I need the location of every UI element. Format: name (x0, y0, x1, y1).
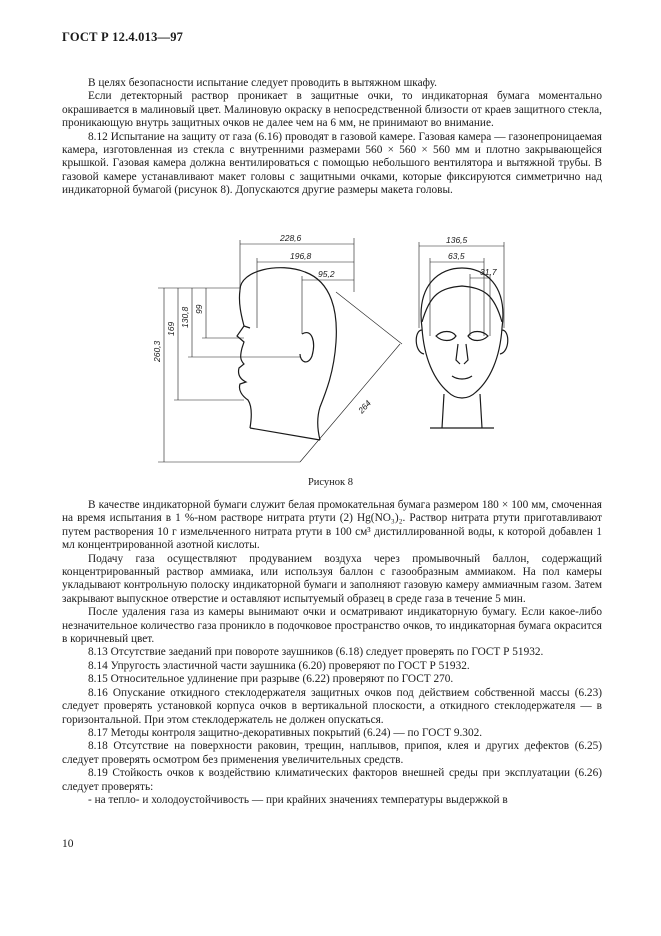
head-model-drawing (140, 232, 600, 468)
paragraph: В качестве индикаторной бумаги служит белая промокательная бумага размером 180 × 100 мм, смоченная на время испытания в 1 %-ном растворе нитрата ртути (2) Hg(NO₃)₂. Раствор нитрата ртути приготавливают путем растворения 10 г измельченного нитрата ртути в 100 см³ дистиллированной воды, к которой добавлен 1 мл концентрированной азотной кислоты. (62, 499, 602, 552)
paragraph: В целях безопасности испытание следует проводить в вытяжном шкафу. (88, 77, 438, 89)
dim-label: 196,8 (290, 251, 312, 261)
dim-label: 228,6 (280, 233, 302, 243)
paragraph: - на тепло- и холодоустойчивость — при крайних значениях температуры выдержкой в (88, 793, 508, 806)
side-dimension-lines (158, 238, 402, 462)
paragraph: Подачу газа осуществляют продуванием воздуха через промывочный баллон, содержащий концентрированный раствор аммиака, или используя баллон с газообразным аммиаком. На пол камеры укладывают контрольную полоску индикаторной бумаги и заполняют газовую камеру аммиачным газом. Затем закрывают выпускное отверстие и оставляют испытуемый образец в среде газа в течение 5 мин. (62, 552, 602, 605)
page-number: 10 (62, 838, 74, 850)
paragraph: 8.13 Отсутствие заеданий при повороте заушников (6.18) следует проверять по ГОСТ Р 51932. (88, 646, 544, 659)
dim-label: 136,5 (446, 235, 468, 245)
dim-label: 95,2 (318, 269, 335, 279)
paragraph: 8.17 Методы контроля защитно-декоративных покрытий (6.24) — по ГОСТ 9.302. (88, 726, 483, 739)
dim-label: 99 (194, 304, 204, 314)
dim-label: 31,7 (480, 267, 497, 277)
dim-label: 169 (166, 321, 176, 336)
paragraph: 8.12 Испытание на защиту от газа (6.16) проводят в газовой камере. Газовая камера — газонепроницаемая камера, изготовленная из стекла с внутренними размерами 560 × 560 × 560 мм и плотно закрывающейся крышкой. Газовая камера должна вентилироваться с помощью небольшого вентилятора и вытяжной трубы. В газовой камере устанавливают макет головы с защитными очками, которые фиксируются симметрично над индикаторной бумагой (рисунок 8). Допускаются другие размеры макета головы. (62, 130, 602, 197)
dim-label: 264 (356, 398, 373, 416)
text-block-bottom (62, 499, 602, 807)
dim-label: 260,3 (152, 340, 162, 362)
figure-8 (140, 232, 600, 468)
paragraph: 8.15 Относительное удлинение при разрыве (6.22) проверяют по ГОСТ 270. (88, 673, 454, 686)
side-head-profile (237, 268, 336, 440)
paragraph: 8.16 Опускание откидного стеклодержателя защитных очков под действием собственной массы (6.23) следует проверять установкой корпуса очков в вертикальной плоскости, а откидного стеклодержателя — в горизонтальной. При этом стеклодержатель не должен опускаться. (62, 686, 602, 726)
text-block-top (62, 77, 602, 198)
paragraph: Если детекторный раствор проникает в защитные очки, то индикаторная бумага моментально окрашивается в малиновый цвет. Малиновую окраску в непосредственной близости от краев защитного стекла, проникающую внутрь защитных очков не далее чем на 6 мм, не принимают во внимание. (62, 90, 602, 130)
paragraph: 8.14 Упругость эластичной части заушника (6.20) проверяют по ГОСТ Р 51932. (88, 659, 470, 672)
paragraph: 8.19 Стойкость очков к воздействию климатических факторов внешней среды при эксплуатации (6.26) следует проверять: (62, 767, 602, 793)
dim-label: 130,8 (180, 306, 190, 328)
paragraph: 8.18 Отсутствие на поверхности раковин, трещин, наплывов, припоя, клея и других дефектов (6.25) следует проверять осмотром без применения увеличительных средств. (62, 740, 602, 766)
dim-label: 63,5 (448, 251, 465, 261)
document-header: ГОСТ Р 12.4.013—97 (62, 30, 184, 44)
paragraph: После удаления газа из камеры вынимают очки и осматривают индикаторную бумагу. Если какое-либо незначительное количество газа проникло в подочковое пространство очков, то индикаторная бумага окрасится в коричневый цвет. (62, 606, 602, 646)
figure-caption: Рисунок 8 (307, 477, 354, 488)
